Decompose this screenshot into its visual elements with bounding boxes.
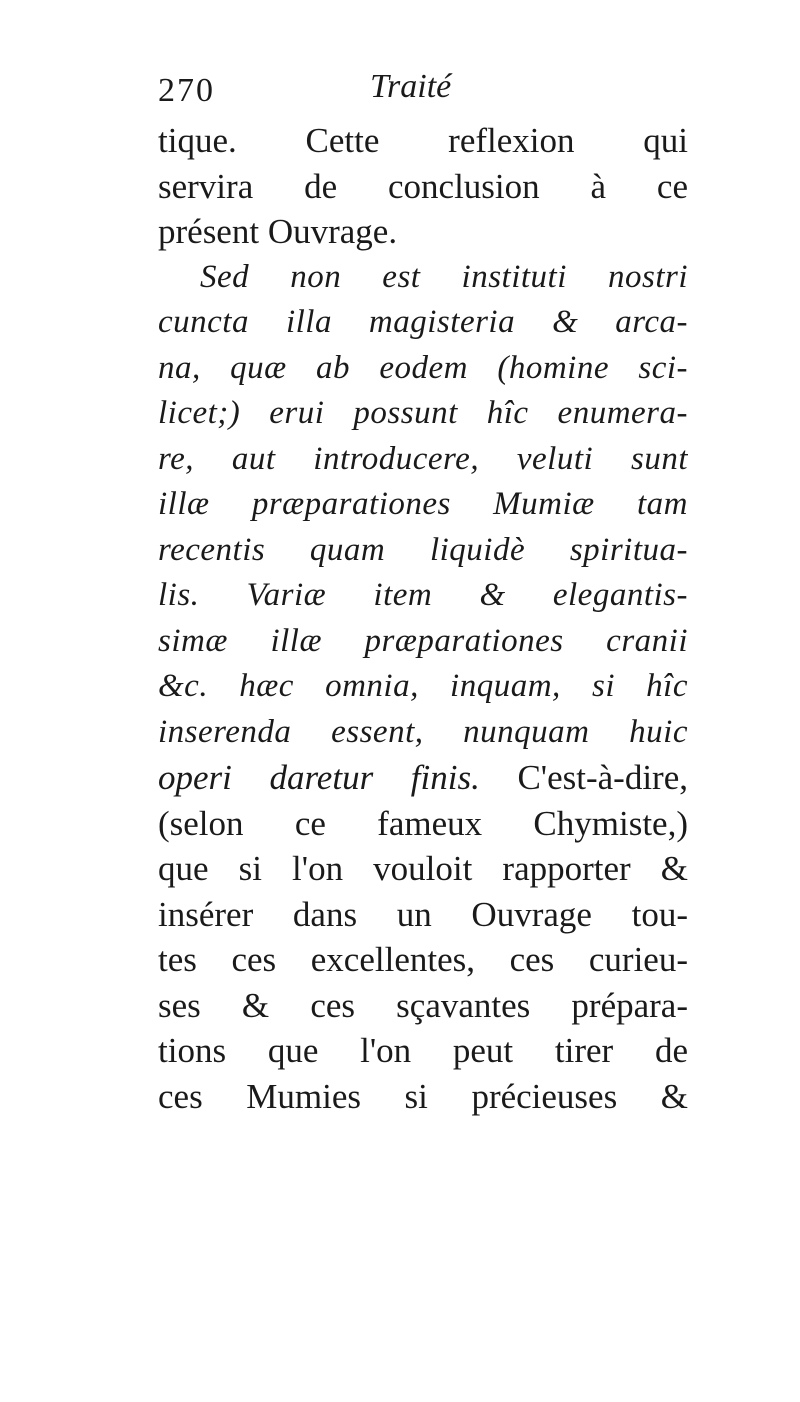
latin-quote-line: &c. hæc omnia, inquam, si hîc xyxy=(158,668,688,704)
latin-quote-line: lis. Variæ item & elegantis- xyxy=(158,577,688,613)
text-line: tions que l'on peut tirer de xyxy=(158,1031,688,1070)
body-text xyxy=(158,118,688,1119)
latin-quote-line: inserenda essent, nunquam huic xyxy=(158,713,688,750)
latin-quote-line: licet;) erui possunt hîc enumera- xyxy=(158,395,688,431)
text-line: ces Mumies si précieuses & xyxy=(158,1076,688,1116)
text-line: (selon ce fameux Chymiste,) xyxy=(158,803,688,843)
text-line: tique. Cette reflexion qui xyxy=(158,121,688,160)
text-line: tes ces excellentes, ces curieu- xyxy=(158,940,688,979)
text-line: présent Ouvrage. xyxy=(158,212,398,251)
text-line: servira de conclusion à ce xyxy=(158,166,688,206)
page-header xyxy=(158,68,678,116)
running-head: Traité xyxy=(370,68,452,105)
latin-quote-line: cuncta illa magisteria & arca- xyxy=(158,304,688,340)
latin-quote-end: operi daretur finis. xyxy=(158,758,480,797)
latin-quote-line: re, aut introducere, veluti sunt xyxy=(158,440,688,477)
latin-quote-line: simæ illæ præparationes cranii xyxy=(158,622,688,659)
latin-quote-line: na, quæ ab eodem (homine sci- xyxy=(158,349,688,386)
mixed-line xyxy=(158,755,688,801)
french-text-start: C'est-à-dire, xyxy=(517,758,688,797)
text-line: que si l'on vouloit rapporter & xyxy=(158,849,688,888)
text-line: insérer dans un Ouvrage tou- xyxy=(158,894,688,934)
text-line: ses & ces sçavantes prépara- xyxy=(158,985,688,1025)
latin-quote-line: Sed non est instituti nostri xyxy=(200,258,688,295)
latin-quote-line: recentis quam liquidè spiritua- xyxy=(158,531,688,568)
page-number: 270 xyxy=(158,72,215,109)
latin-quote-line: illæ præparationes Mumiæ tam xyxy=(158,486,688,522)
